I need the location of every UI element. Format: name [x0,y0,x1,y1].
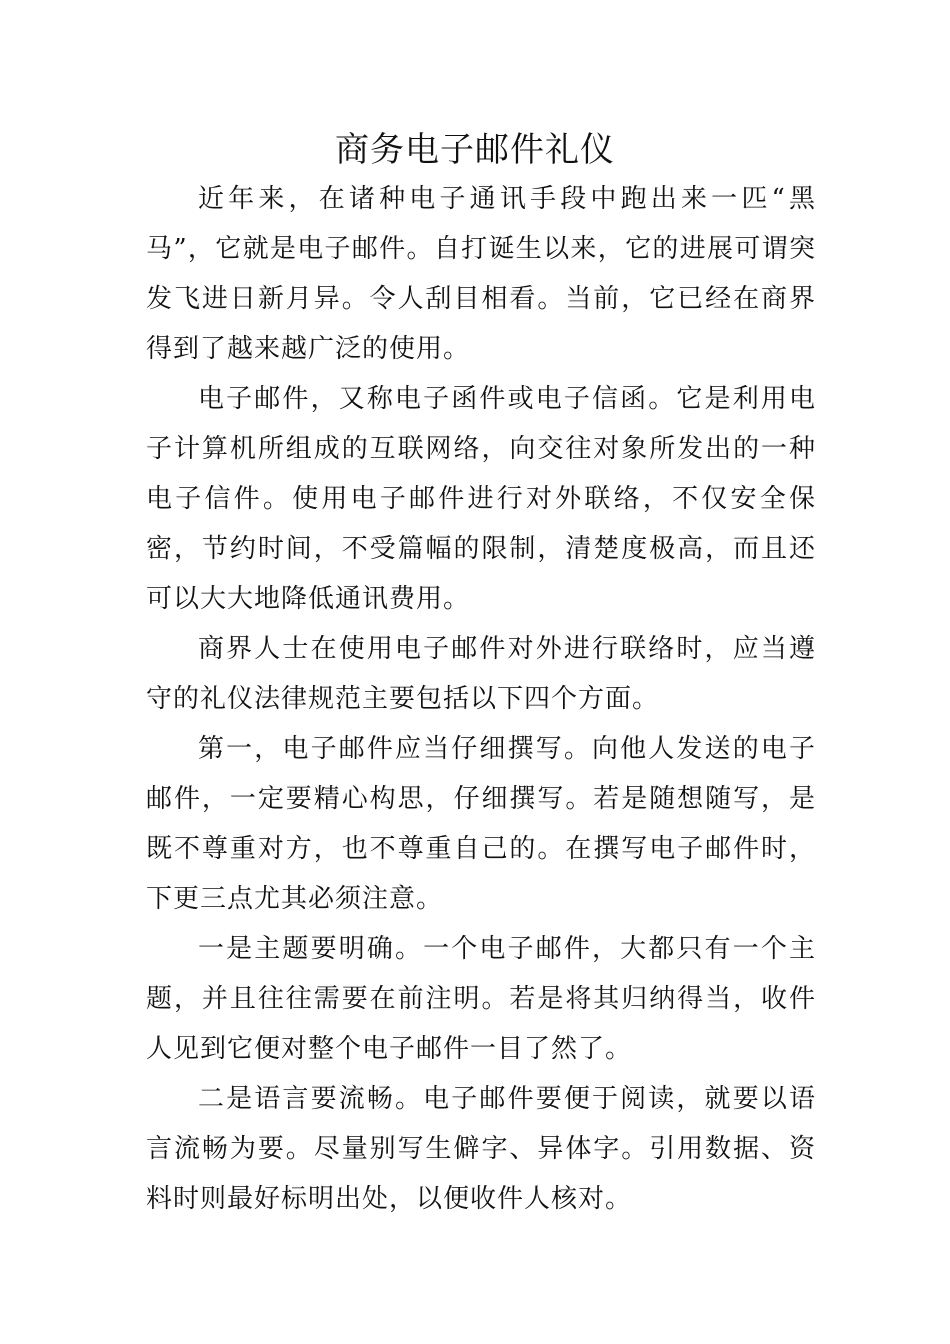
paragraph-2: 电子邮件，又称电子函件或电子信函。它是利用电子计算机所组成的互联网络，向交往对象所发出的一种电子信件。使用电子邮件进行对外联络，不仅安全保密，节约时间，不受篇幅的限制，清楚度极高，而且还可以大大地降低通讯费用。 [146,384,816,614]
paragraph-1: 近年来，在诸种电子通讯手段中跑出来一匹“黑马”，它就是电子邮件。自打诞生以来，它的进展可谓突发飞进日新月异。令人刮目相看。当前，它已经在商界得到了越来越广泛的使用。 [146,184,816,364]
paragraph-3: 商界人士在使用电子邮件对外进行联络时，应当遵守的礼仪法律规范主要包括以下四个方面。 [146,634,816,714]
paragraph-5: 一是主题要明确。一个电子邮件，大都只有一个主题，并且往往需要在前注明。若是将其归纳得当，收件人见到它便对整个电子邮件一目了然了。 [146,934,816,1064]
document-body [146,174,816,1224]
paragraph-4: 第一，电子邮件应当仔细撰写。向他人发送的电子邮件，一定要精心构思，仔细撰写。若是随想随写，是既不尊重对方，也不尊重自己的。在撰写电子邮件时，下更三点尤其必须注意。 [146,734,816,914]
paragraph-6: 二是语言要流畅。电子邮件要便于阅读，就要以语言流畅为要。尽量别写生僻字、异体字。引用数据、资料时则最好标明出处，以便收件人核对。 [146,1084,816,1214]
document-title: 商务电子邮件礼仪 [335,130,615,170]
